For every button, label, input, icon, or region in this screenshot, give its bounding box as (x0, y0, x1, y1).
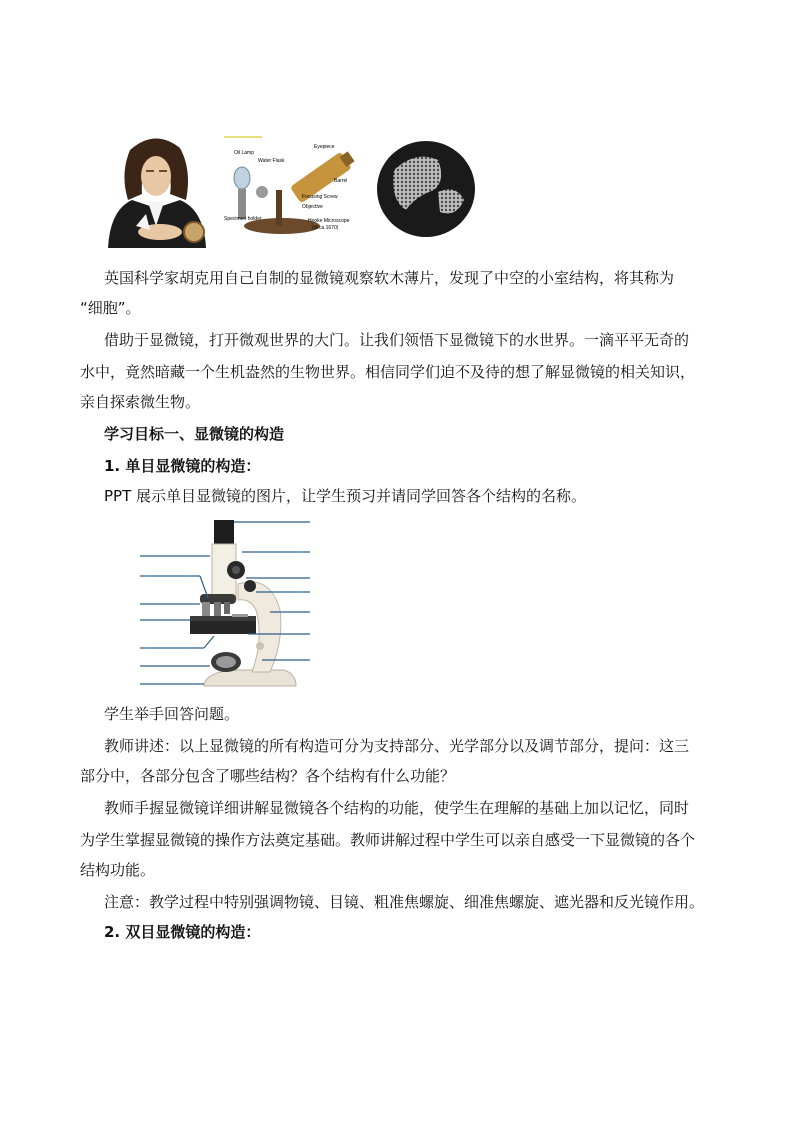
hooke-portrait-image (100, 130, 212, 248)
paragraph-intro-line2: 水中，竟然暗藏一个生机盎然的生物世界。相信同学们迫不及待的想了解显微镜的相关知识， (80, 363, 696, 381)
label-water-flask: Water Flask (258, 158, 285, 164)
label-specimen-holder: Specimen holder (224, 216, 262, 222)
paragraph-ppt-instruction: PPT 展示单目显微镜的图片，让学生预习并请同学回答各个结构的名称。 (104, 487, 587, 505)
paragraph-hooke-line2: “细胞”。 (80, 299, 141, 317)
paragraph-note: 注意：教学过程中特别强调物镜、目镜、粗准焦螺旋、细准焦螺旋、遮光器和反光镜作用。 (104, 893, 705, 911)
heading-learning-goal-1: 学习目标一、显微镜的构造 (104, 425, 285, 443)
paragraph-teacher-demo-line3: 结构功能。 (80, 861, 156, 879)
label-caption: Hooke Microscope (308, 218, 350, 224)
paragraph-teacher-demo-line1: 教师手握显微镜详细讲解显微镜各个结构的功能，使学生在理解的基础上加以记忆，同时 (104, 799, 690, 817)
paragraph-intro-line3: 亲自探索微生物。 (80, 393, 201, 411)
cork-cells-image (376, 140, 476, 238)
heading-monocular-structure: 1. 单目显微镜的构造： (104, 457, 261, 475)
label-focusing-screw: Focusing Screw (302, 194, 338, 200)
paragraph-students-answer: 学生举手回答问题。 (104, 705, 240, 723)
paragraph-teacher-explain-line2: 部分中，各部分包含了哪些结构？各个结构有什么功能？ (80, 767, 456, 785)
paragraph-teacher-demo-line2: 为学生掌握显微镜的操作方法奠定基础。教师讲解过程中学生可以亲自感受一下显微镜的各个 (80, 831, 696, 849)
paragraph-hooke-line1: 英国科学家胡克用自己自制的显微镜观察软木薄片，发现了中空的小室结构，将其称为 (104, 269, 675, 287)
label-caption-date: (circa 1670) (312, 225, 339, 231)
label-oil-lamp: Oil Lamp (234, 150, 255, 156)
paragraph-teacher-explain-line1: 教师讲述：以上显微镜的所有构造可分为支持部分、光学部分以及调节部分，提问：这三 (104, 737, 690, 755)
label-barrel: Barrel (334, 178, 348, 184)
paragraph-intro-line1: 借助于显微镜，打开微观世界的大门。让我们领悟下显微镜下的水世界。一滴平平无奇的 (104, 331, 690, 349)
hooke-microscope-diagram (222, 134, 362, 238)
label-eyepiece: Eyepiece (314, 144, 335, 150)
label-objective: Objective (302, 204, 323, 210)
monocular-microscope-diagram (138, 514, 314, 696)
heading-binocular-structure: 2. 双目显微镜的构造： (104, 923, 261, 941)
